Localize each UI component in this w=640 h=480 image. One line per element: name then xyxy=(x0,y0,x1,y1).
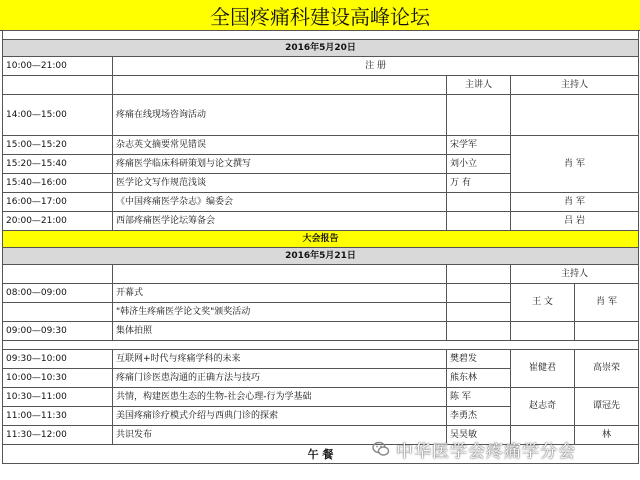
host-header: 主持人 xyxy=(511,265,639,284)
speaker-header: 主讲人 xyxy=(447,76,511,95)
speaker-cell: 樊碧发 xyxy=(447,350,511,369)
host-cell: 肖 军 xyxy=(511,193,639,212)
empty-cell xyxy=(3,76,113,95)
host-cell: 肖 军 xyxy=(575,284,639,322)
page-title: 全国疼痛科建设高峰论坛 xyxy=(0,0,640,31)
topic-cell: 杂志英文摘要常见错误 xyxy=(113,136,447,155)
empty-cell xyxy=(447,303,511,322)
table-row xyxy=(3,136,639,155)
topic-cell: 美国疼痛诊疗模式介绍与西典门诊的探索 xyxy=(113,407,447,426)
topic-cell: 互联网+时代与疼痛学科的未来 xyxy=(113,350,447,369)
speaker-cell xyxy=(447,193,511,212)
topic-cell: "韩济生疼痛医学论文奖"颁奖活动 xyxy=(113,303,447,322)
host-cell: 林 xyxy=(575,426,639,445)
table-row xyxy=(3,193,639,212)
plenary-label: 大会报告 xyxy=(3,231,639,248)
host-cell: 赵志奇 xyxy=(511,388,575,426)
table-row xyxy=(3,350,639,369)
topic-cell: 医学论文写作规范浅谈 xyxy=(113,174,447,193)
time-cell: 11:00—11:30 xyxy=(3,407,113,426)
schedule-table xyxy=(2,30,639,464)
empty-cell xyxy=(447,284,511,303)
topic-cell: 集体拍照 xyxy=(113,322,447,341)
empty-cell xyxy=(113,265,447,284)
table-row xyxy=(3,212,639,231)
speaker-cell: 刘小立 xyxy=(447,155,511,174)
time-cell: 09:00—09:30 xyxy=(3,322,113,341)
speaker-cell: 宋学军 xyxy=(447,136,511,155)
time-cell: 15:40—16:00 xyxy=(3,174,113,193)
empty-cell xyxy=(447,322,511,341)
time-cell xyxy=(3,303,113,322)
host-cell: 王 文 xyxy=(511,284,575,322)
time-cell: 15:00—15:20 xyxy=(3,136,113,155)
time-cell: 15:20—15:40 xyxy=(3,155,113,174)
speaker-cell: 吴昊敏 xyxy=(447,426,511,445)
time-cell: 14:00—15:00 xyxy=(3,95,113,136)
table-row xyxy=(3,284,639,303)
empty-cell xyxy=(511,426,575,445)
topic-cell: 共识发布 xyxy=(113,426,447,445)
empty-cell xyxy=(575,322,639,341)
spacer-row xyxy=(3,341,639,350)
watermark-text: 中华医学会疼痛学分会 xyxy=(396,441,576,462)
topic-cell: 开幕式 xyxy=(113,284,447,303)
host-cell: 肖 军 xyxy=(511,136,639,193)
topic-cell: 西部疼痛医学论坛筹备会 xyxy=(113,212,447,231)
host-cell: 崔健君 xyxy=(511,350,575,388)
time-cell: 10:00—21:00 xyxy=(3,57,113,76)
topic-cell: 《中国疼痛医学杂志》编委会 xyxy=(113,193,447,212)
topic-cell: 疼痛门诊医患沟通的正确方法与技巧 xyxy=(113,369,447,388)
topic-cell: 疼痛在线现场咨询活动 xyxy=(113,95,447,136)
speaker-cell: 万 有 xyxy=(447,174,511,193)
time-cell: 08:00—09:00 xyxy=(3,284,113,303)
time-cell: 16:00—17:00 xyxy=(3,193,113,212)
time-cell: 10:30—11:00 xyxy=(3,388,113,407)
table-row xyxy=(3,426,639,445)
host-cell xyxy=(511,95,639,136)
table-row xyxy=(3,388,639,407)
day1-header-row xyxy=(3,76,639,95)
day2-date: 2016年5月21日 xyxy=(3,248,639,265)
speaker-cell: 熊东林 xyxy=(447,369,511,388)
table-row xyxy=(3,95,639,136)
lunch-row: 午 餐 xyxy=(3,445,639,464)
speaker-cell xyxy=(447,95,511,136)
empty-cell xyxy=(511,322,575,341)
speaker-cell: 陈 军 xyxy=(447,388,511,407)
time-cell: 11:30—12:00 xyxy=(3,426,113,445)
registration-label: 注 册 xyxy=(113,57,639,76)
empty-cell xyxy=(3,265,113,284)
day2-header-row xyxy=(3,265,639,284)
empty-cell xyxy=(447,265,511,284)
topic-cell: 疼痛医学临床科研策划与论文撰写 xyxy=(113,155,447,174)
host-cell: 高崇荣 xyxy=(575,350,639,388)
topic-cell: 共情，构建医患生态的生物-社会心理-行为学基础 xyxy=(113,388,447,407)
time-cell: 10:00—10:30 xyxy=(3,369,113,388)
spacer-row xyxy=(3,31,639,40)
speaker-cell xyxy=(447,212,511,231)
registration-row xyxy=(3,57,639,76)
time-cell: 09:30—10:00 xyxy=(3,350,113,369)
day1-date: 2016年5月20日 xyxy=(3,40,639,57)
speaker-cell: 李勇杰 xyxy=(447,407,511,426)
host-cell: 谭冠先 xyxy=(575,388,639,426)
time-cell: 20:00—21:00 xyxy=(3,212,113,231)
host-header: 主持人 xyxy=(511,76,639,95)
empty-cell xyxy=(113,76,447,95)
table-row xyxy=(3,322,639,341)
host-cell: 吕 岩 xyxy=(511,212,639,231)
